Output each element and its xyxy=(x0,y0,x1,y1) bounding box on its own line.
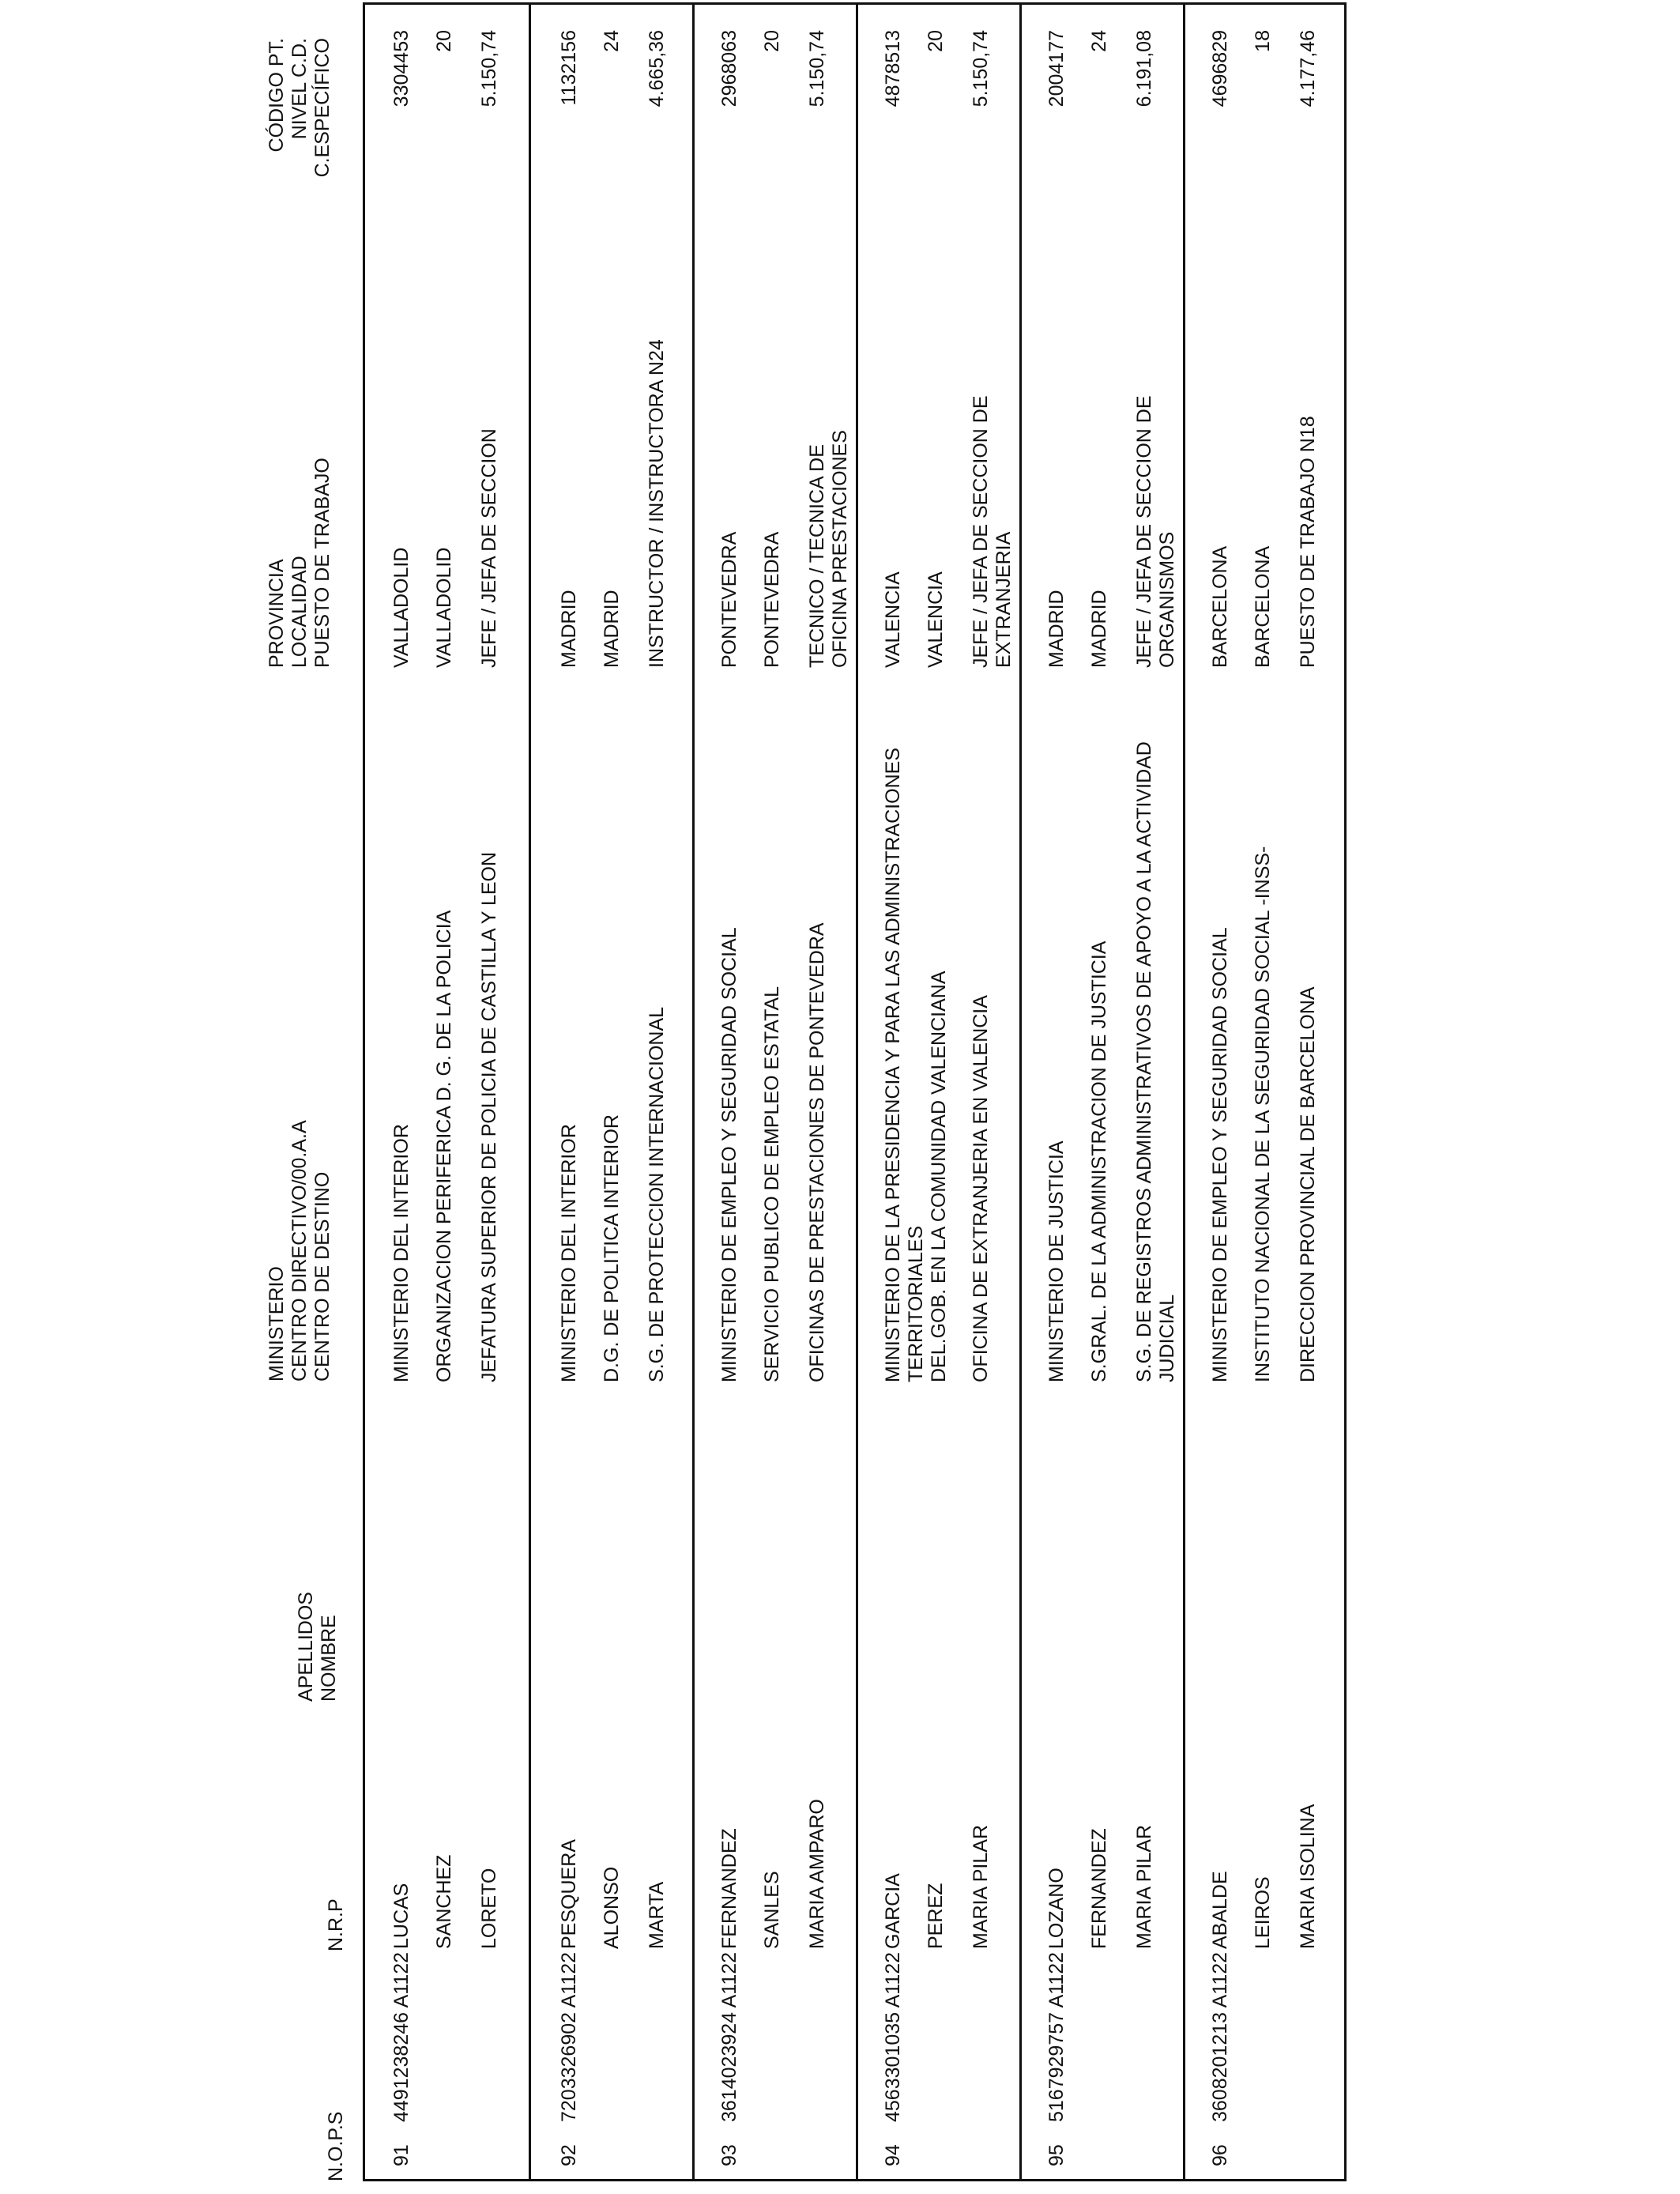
puesto-trabajo: JEFE / JEFA DE SECCION xyxy=(478,428,500,668)
localidad: PONTEVEDRA xyxy=(761,531,783,668)
provincia: VALENCIA xyxy=(882,571,904,668)
puesto-trabajo: TECNICO / TECNICA DE OFICINA PRESTACIONES xyxy=(806,430,851,668)
header-centro-directivo: CENTRO DIRECTIVO/00.A.A xyxy=(288,1120,311,1382)
puesto-trabajo: PUESTO DE TRABAJO N18 xyxy=(1297,416,1319,668)
surname-2: ALONSO xyxy=(601,1866,623,1949)
surname-1: ABALDE xyxy=(1209,1871,1231,1949)
codigo-pt: 2004177 xyxy=(1045,30,1068,107)
puesto-trabajo: JEFE / JEFA DE SECCION DE ORGANISMOS xyxy=(1133,395,1178,668)
header-centro-destino: CENTRO DE DESTINO xyxy=(311,1171,333,1382)
centro-destino: JEFATURA SUPERIOR DE POLICIA DE CASTILLA Y LEON xyxy=(478,851,500,1382)
ministerio: MINISTERIO DE EMPLEO Y SEGURIDAD SOCIAL xyxy=(1209,927,1231,1382)
first-name: MARIA AMPARO xyxy=(806,1799,828,1949)
table-row xyxy=(365,5,529,2179)
surname-1: LOZANO xyxy=(1045,1868,1068,1949)
column-header xyxy=(249,0,360,2194)
centro-destino: S.G. DE PROTECCION INTERNACIONAL xyxy=(646,1006,668,1382)
provincia: PONTEVEDRA xyxy=(718,531,740,668)
table-row xyxy=(1019,5,1183,2179)
surname-1: FERNANDEZ xyxy=(718,1828,740,1949)
puesto-trabajo: JEFE / JEFA DE SECCION DE EXTRANJERIA xyxy=(970,395,1015,668)
nrp-value: 4563301035 A1122 xyxy=(882,1951,904,2122)
centro-directivo: S.GRAL. DE LA ADMINISTRACION DE JUSTICIA xyxy=(1088,941,1110,1382)
localidad: VALENCIA xyxy=(925,571,947,668)
complemento-especifico: 6.191,08 xyxy=(1133,30,1155,107)
table-row xyxy=(1183,5,1344,2179)
centro-destino: OFICINAS DE PRESTACIONES DE PONTEVEDRA xyxy=(806,922,828,1382)
localidad: VALLADOLID xyxy=(433,547,455,668)
localidad: MADRID xyxy=(601,590,623,668)
first-name: LORETO xyxy=(478,1868,500,1949)
surname-1: PESQUERA xyxy=(558,1839,580,1949)
records-table xyxy=(363,2,1347,2181)
ministerio: MINISTERIO DEL INTERIOR xyxy=(558,1124,580,1382)
surname-2: SANCHEZ xyxy=(433,1854,455,1949)
centro-directivo: INSTITUTO NACIONAL DE LA SEGURIDAD SOCIAL -INSS- xyxy=(1252,846,1274,1382)
header-provincia: PROVINCIA xyxy=(266,559,288,668)
nivel-cd: 24 xyxy=(1088,30,1110,52)
surname-1: LUCAS xyxy=(390,1883,412,1949)
codigo-pt: 4696829 xyxy=(1209,30,1231,107)
nivel-cd: 24 xyxy=(601,30,623,52)
header-nombre: NOMBRE xyxy=(318,1615,340,1702)
header-nrp: N.R.P xyxy=(325,1898,347,1951)
codigo-pt: 1132156 xyxy=(558,30,580,106)
nrp-value: 7203326902 A1122 xyxy=(558,1951,580,2122)
nivel-cd: 20 xyxy=(433,30,455,52)
header-especifico: C.ESPECÍFICO xyxy=(311,38,333,178)
ministerio: MINISTERIO DE LA PRESIDENCIA Y PARA LAS ADMINISTRACIONES TERRITORIALES xyxy=(882,747,927,1382)
header-nivel: NIVEL C.D. xyxy=(288,38,311,140)
nivel-cd: 20 xyxy=(925,30,947,52)
header-puesto: PUESTO DE TRABAJO xyxy=(311,458,333,668)
nrp-value: 5167929757 A1122 xyxy=(1045,1951,1068,2122)
codigo-pt: 2968063 xyxy=(718,30,740,107)
header-nops: N.O.P.S xyxy=(325,2111,347,2181)
complemento-especifico: 5.150,74 xyxy=(478,30,500,107)
nops-number: 92 xyxy=(558,2144,580,2166)
surname-2: FERNANDEZ xyxy=(1088,1828,1110,1949)
centro-directivo: DEL.GOB. EN LA COMUNIDAD VALENCIANA xyxy=(928,971,950,1382)
nops-number: 96 xyxy=(1209,2144,1231,2166)
centro-directivo: SERVICIO PUBLICO DE EMPLEO ESTATAL xyxy=(761,986,783,1382)
provincia: MADRID xyxy=(558,590,580,668)
nivel-cd: 18 xyxy=(1252,30,1274,52)
header-ministerio: MINISTERIO xyxy=(266,1266,288,1382)
first-name: MARIA PILAR xyxy=(1133,1825,1155,1949)
header-apellidos: APELLIDOS xyxy=(295,1592,317,1702)
nops-number: 94 xyxy=(882,2144,904,2166)
localidad: BARCELONA xyxy=(1252,545,1274,668)
surname-2: SANLES xyxy=(761,1871,783,1949)
complemento-especifico: 5.150,74 xyxy=(970,30,992,107)
nops-number: 95 xyxy=(1045,2144,1068,2166)
codigo-pt: 4878513 xyxy=(882,30,904,107)
surname-2: LEIROS xyxy=(1252,1876,1274,1949)
first-name: MARIA ISOLINA xyxy=(1297,1804,1319,1949)
centro-directivo: ORGANIZACION PERIFERICA D. G. DE LA POLICIA xyxy=(433,910,455,1382)
table-row xyxy=(529,5,692,2179)
puesto-trabajo: INSTRUCTOR / INSTRUCTORA N24 xyxy=(646,339,668,668)
nrp-value: 4491238246 A1122 xyxy=(390,1951,412,2122)
nops-number: 93 xyxy=(718,2144,740,2166)
provincia: BARCELONA xyxy=(1209,545,1231,668)
complemento-especifico: 4.177,46 xyxy=(1297,30,1319,107)
nrp-value: 3608201213 A1122 xyxy=(1209,1951,1231,2122)
nops-number: 91 xyxy=(390,2144,412,2166)
nivel-cd: 20 xyxy=(761,30,783,52)
centro-destino: S.G. DE REGISTROS ADMINISTRATIVOS DE APOYO A LA ACTIVIDAD JUDICIAL xyxy=(1133,741,1178,1382)
provincia: MADRID xyxy=(1045,590,1068,668)
surname-2: PEREZ xyxy=(925,1883,947,1949)
centro-destino: OFICINA DE EXTRANJERIA EN VALENCIA xyxy=(970,995,992,1382)
provincia: VALLADOLID xyxy=(390,547,412,668)
header-localidad: LOCALIDAD xyxy=(288,556,311,668)
table-row xyxy=(856,5,1019,2179)
ministerio: MINISTERIO DE EMPLEO Y SEGURIDAD SOCIAL xyxy=(718,927,740,1382)
header-codigo: CÓDIGO PT. xyxy=(266,38,288,153)
nrp-value: 3614023924 A1122 xyxy=(718,1951,740,2122)
first-name: MARTA xyxy=(646,1881,668,1949)
ministerio: MINISTERIO DE JUSTICIA xyxy=(1045,1140,1068,1382)
codigo-pt: 3304453 xyxy=(390,30,412,107)
first-name: MARIA PILAR xyxy=(970,1825,992,1949)
complemento-especifico: 4.665,36 xyxy=(646,30,668,107)
centro-destino: DIRECCION PROVINCIAL DE BARCELONA xyxy=(1297,986,1319,1382)
centro-directivo: D.G. DE POLITICA INTERIOR xyxy=(601,1114,623,1382)
localidad: MADRID xyxy=(1088,590,1110,668)
ministerio: MINISTERIO DEL INTERIOR xyxy=(390,1124,412,1382)
table-row xyxy=(692,5,856,2179)
surname-1: GARCIA xyxy=(882,1873,904,1949)
complemento-especifico: 5.150,74 xyxy=(806,30,828,107)
